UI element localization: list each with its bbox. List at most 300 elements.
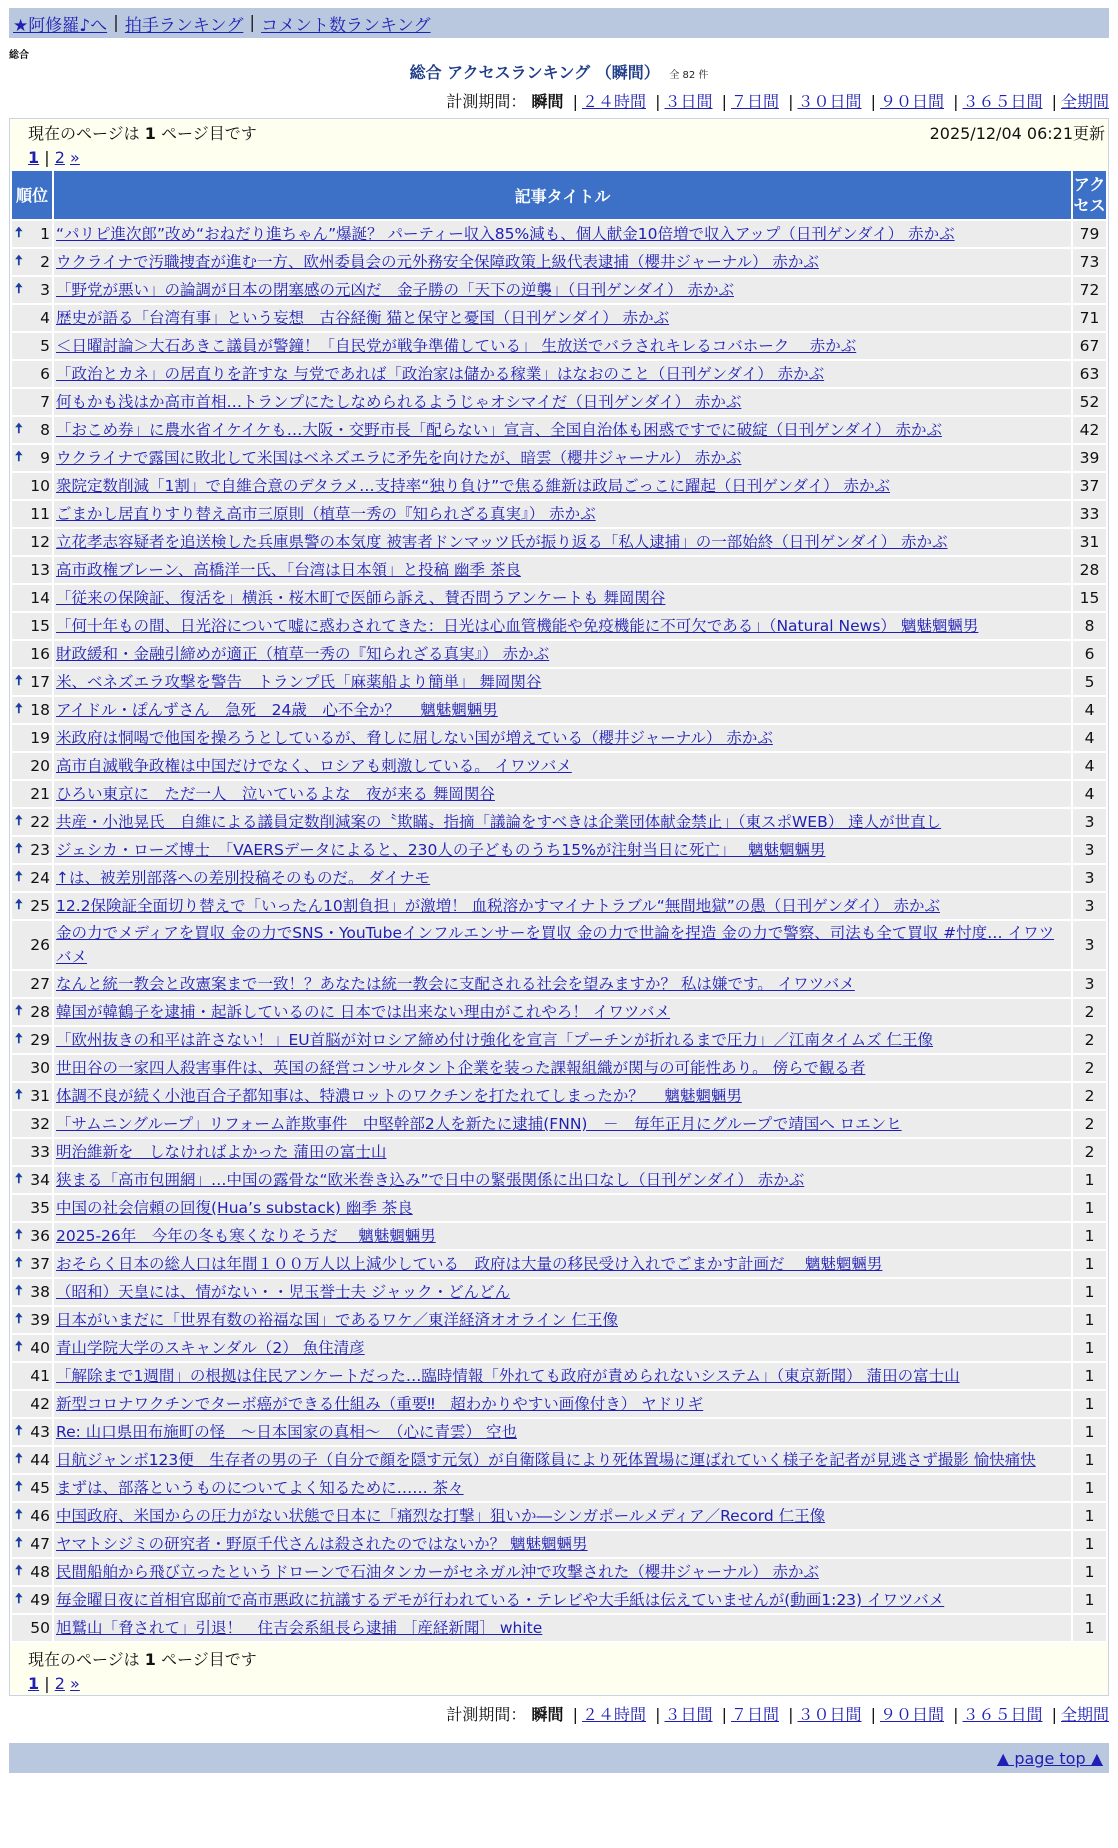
- page-top-link[interactable]: ▲ page top ▲: [996, 1749, 1103, 1768]
- rank-cell: [12, 1111, 52, 1137]
- table-row: [12, 501, 1106, 527]
- table-row: [12, 277, 1106, 303]
- period-7d-link[interactable]: ７日間: [730, 1705, 779, 1724]
- rank-number: 50: [30, 1619, 50, 1637]
- title-cell: [54, 1531, 1071, 1557]
- article-title-link[interactable]: 狭まる「高市包囲網」…中国の露骨な“欧米巻き込み”で日中の緊張関係に出口なし（日刊ゲンダイ） 赤かぶ: [56, 1171, 805, 1189]
- current-page-text: 現在のページは 1 ページ目です: [28, 1650, 257, 1669]
- access-count-cell: 31: [1073, 529, 1106, 555]
- table-row: [12, 697, 1106, 723]
- access-count-cell: 1: [1073, 1307, 1106, 1333]
- updated-timestamp: 2025/12/04 06:21更新: [929, 124, 1105, 143]
- title-cell: [54, 1559, 1071, 1585]
- article-title-link[interactable]: 民間船舶から飛び立ったというドローンで石油タンカーがセネガル沖で攻撃された（櫻井ジャーナル） 赤かぶ: [56, 1563, 820, 1581]
- period-365d-link[interactable]: ３６５日間: [962, 92, 1043, 111]
- title-cell: [54, 1195, 1071, 1221]
- rank-cell: [12, 1531, 52, 1557]
- rank-number: 40: [30, 1339, 50, 1357]
- article-title-link[interactable]: アイドル・ぽんずさん 急死 24歳 心不全か？ 魑魅魍魎男: [56, 701, 498, 719]
- rank-number: 6: [40, 365, 50, 383]
- period-3d-link[interactable]: ３日間: [664, 1705, 713, 1724]
- nav-separator: |: [249, 13, 256, 33]
- period-30d-link[interactable]: ３０日間: [797, 92, 862, 111]
- access-count-cell: 42: [1073, 417, 1106, 443]
- rank-cell: [12, 971, 52, 997]
- period-prefix: 計測期間：: [446, 1705, 527, 1724]
- article-title-link[interactable]: 「野党が悪い」の論調が日本の閉塞感の元凶だ 金子勝の「天下の逆襲」（日刊ゲンダイ） 赤かぶ: [56, 281, 734, 299]
- rank-number: 48: [30, 1563, 50, 1581]
- article-title-link[interactable]: 「従来の保険証、復活を」横浜・桜木町で医師ら訴え、賛否問うアンケートも 舞岡関谷: [56, 589, 666, 607]
- access-count-cell: 37: [1073, 473, 1106, 499]
- table-row: [12, 669, 1106, 695]
- access-count-cell: 2: [1073, 1055, 1106, 1081]
- article-title-link[interactable]: おそらく日本の総人口は年間１００万人以上減少している 政府は大量の移民受け入れでごまかす計画だ 魑魅魍魎男: [56, 1255, 883, 1273]
- rank-number: 42: [30, 1395, 50, 1413]
- article-title-link[interactable]: ひろい東京に ただ一人 泣いているよな 夜が来る 舞岡関谷: [56, 785, 495, 803]
- rank-number: 17: [30, 673, 50, 691]
- article-title-link[interactable]: 中国の社会信頼の回復(Hua’s substack) 幽季 茶良: [56, 1199, 413, 1217]
- rank-cell: [12, 697, 52, 723]
- title-cell: [54, 613, 1071, 639]
- next-page-link[interactable]: »: [70, 1674, 80, 1693]
- access-count-cell: 1: [1073, 1559, 1106, 1585]
- title-cell: [54, 1111, 1071, 1137]
- access-count-cell: 6: [1073, 641, 1106, 667]
- article-title-link[interactable]: 何もかも浅はか高市首相…トランプにたしなめられるようじゃオシマイだ（日刊ゲンダイ） 赤かぶ: [56, 393, 742, 411]
- rank-cell: [12, 305, 52, 331]
- article-title-link[interactable]: 中国政府、米国からの圧力がない状態で日本に「痛烈な打撃」狙いか―シンガポールメディア／Record 仁王像: [56, 1507, 826, 1525]
- title-column-header: 記事タイトル: [54, 171, 1071, 219]
- title-cell: [54, 1279, 1071, 1305]
- title-cell: [54, 1363, 1071, 1389]
- title-cell: [54, 837, 1071, 863]
- pagination-top: 1 | 2 »: [28, 148, 80, 167]
- access-count-cell: 1: [1073, 1447, 1106, 1473]
- article-title-link[interactable]: 日航ジャンボ123便 生存者の男の子（自分で顔を隠す元気）が自衛隊員により死体置場に運ばれていく様子を記者が見逃さず撮影 愉快痛快: [56, 1451, 1036, 1469]
- rank-cell: [12, 473, 52, 499]
- table-row: [12, 781, 1106, 807]
- title-cell: [54, 1335, 1071, 1361]
- title-cell: [54, 865, 1071, 891]
- access-count-cell: 1: [1073, 1335, 1106, 1361]
- ranking-title: 総合 アクセスランキング （瞬間）: [409, 63, 660, 82]
- table-row: [12, 333, 1106, 359]
- rank-cell: [12, 1475, 52, 1501]
- rank-cell: [12, 725, 52, 751]
- rank-cell: [12, 837, 52, 863]
- table-row: [12, 249, 1106, 275]
- article-title-link[interactable]: 共産・小池晃氏 自維による議員定数削減案の〝欺瞞〟指摘「議論をすべきは企業団体献金禁止」（東スポWEB） 達人が世直し: [56, 813, 942, 831]
- rank-up-arrow-icon: 🠅: [15, 1591, 23, 1607]
- rank-number: 46: [30, 1507, 50, 1525]
- rank-number: 47: [30, 1535, 50, 1553]
- table-row: [12, 1279, 1106, 1305]
- title-cell: [54, 1447, 1071, 1473]
- article-title-link[interactable]: ↑は、被差別部落への差別投稿そのものだ。 ダイナモ: [56, 869, 431, 887]
- table-row: [12, 725, 1106, 751]
- rank-number: 16: [30, 645, 50, 663]
- rank-up-arrow-icon: 🠅: [15, 1171, 23, 1187]
- table-row: [12, 1391, 1106, 1417]
- title-cell: [54, 305, 1071, 331]
- rank-number: 33: [30, 1143, 50, 1161]
- page-info-top: [10, 119, 1108, 144]
- access-count-cell: 2: [1073, 1111, 1106, 1137]
- rank-number: 1: [40, 225, 50, 243]
- title-cell: [54, 781, 1071, 807]
- access-count-cell: 3: [1073, 837, 1106, 863]
- access-count-cell: 3: [1073, 809, 1106, 835]
- period-current: 瞬間: [531, 92, 564, 111]
- title-cell: [54, 249, 1071, 275]
- table-row: [12, 1083, 1106, 1109]
- access-count-cell: 3: [1073, 865, 1106, 891]
- table-row: [12, 1363, 1106, 1389]
- rank-up-arrow-icon: 🠅: [15, 449, 23, 465]
- access-count-cell: 1: [1073, 1615, 1106, 1641]
- rank-number: 27: [30, 975, 50, 993]
- table-row: [12, 1251, 1106, 1277]
- title-cell: [54, 893, 1071, 919]
- table-row: [12, 529, 1106, 555]
- rank-cell: [12, 389, 52, 415]
- title-cell: [54, 221, 1071, 247]
- rank-number: 28: [30, 1003, 50, 1021]
- rank-column-header: 順位: [12, 171, 52, 219]
- asyura-home-link[interactable]: ★阿修羅♪へ: [13, 15, 108, 36]
- table-row: [12, 999, 1106, 1025]
- title-cell: [54, 725, 1071, 751]
- next-page-link[interactable]: »: [70, 148, 80, 167]
- article-title-link[interactable]: 旭鷲山「脅されて」引退！ 住吉会系組長ら逮捕 ［産経新聞］ white: [56, 1619, 543, 1637]
- rank-cell: [12, 221, 52, 247]
- rank-number: 36: [30, 1227, 50, 1245]
- access-count-cell: 1: [1073, 1419, 1106, 1445]
- rank-number: 44: [30, 1451, 50, 1469]
- title-cell: [54, 809, 1071, 835]
- rank-up-arrow-icon: 🠅: [15, 1031, 23, 1047]
- table-row: [12, 1139, 1106, 1165]
- period-90d-link[interactable]: ９０日間: [879, 92, 944, 111]
- title-cell: [54, 529, 1071, 555]
- article-title-link[interactable]: Re: 山口県田布施町の怪 ～日本国家の真相～ （心に青雲） 空也: [56, 1423, 517, 1441]
- article-title-link[interactable]: 韓国が韓鶴子を逮捕・起訴しているのに 日本では出来ない理由がこれやろ！ イワツバメ: [56, 1003, 671, 1021]
- table-row: [12, 1055, 1106, 1081]
- access-column-header: アクセス: [1073, 171, 1106, 219]
- rank-number: 23: [30, 841, 50, 859]
- title-cell: [54, 557, 1071, 583]
- access-count-cell: 1: [1073, 1475, 1106, 1501]
- rank-up-arrow-icon: 🠅: [15, 1563, 23, 1579]
- rank-number: 31: [30, 1087, 50, 1105]
- title-cell: [54, 1475, 1071, 1501]
- rank-cell: [12, 1363, 52, 1389]
- article-title-link[interactable]: 青山学院大学のスキャンダル（2） 魚住清彦: [56, 1339, 365, 1357]
- rank-number: 11: [30, 505, 50, 523]
- rank-cell: [12, 1447, 52, 1473]
- title-cell: [54, 1083, 1071, 1109]
- rank-cell: [12, 1391, 52, 1417]
- article-title-link[interactable]: 「欧州抜きの和平は許さない！」EU首脳が対ロシア締め付け強化を宣言「プーチンが折れるまで圧力」／江南タイムズ 仁王像: [56, 1031, 934, 1049]
- applause-ranking-link[interactable]: 拍手ランキング: [124, 15, 244, 36]
- rank-up-arrow-icon: 🠅: [15, 1535, 23, 1551]
- access-count-cell: 2: [1073, 1027, 1106, 1053]
- table-row: [12, 1335, 1106, 1361]
- title-cell: [54, 641, 1071, 667]
- table-row: [12, 1419, 1106, 1445]
- table-row: [12, 1027, 1106, 1053]
- rank-cell: [12, 1223, 52, 1249]
- table-row: [12, 361, 1106, 387]
- pagination-bottom: 1 | 2 »: [28, 1674, 80, 1693]
- rank-cell: [12, 529, 52, 555]
- table-row: [12, 1531, 1106, 1557]
- period-90d-link[interactable]: ９０日間: [879, 1705, 944, 1724]
- article-title-link[interactable]: “パリピ進次郎”改め“おねだり進ちゃん”爆誕？ パーティー収入85%減も、個人献金10倍増で収入アップ（日刊ゲンダイ） 赤かぶ: [56, 225, 955, 243]
- rank-cell: [12, 445, 52, 471]
- rank-cell: [12, 1503, 52, 1529]
- rank-up-arrow-icon: 🠅: [15, 253, 23, 269]
- title-cell: [54, 389, 1071, 415]
- access-count-cell: 67: [1073, 333, 1106, 359]
- article-title-link[interactable]: 「政治とカネ」の居直りを許すな 与党であれば「政治家は儲かる稼業」はなおのこと（日刊ゲンダイ） 赤かぶ: [56, 365, 825, 383]
- rank-number: 21: [30, 785, 50, 803]
- article-title-link[interactable]: ウクライナで汚職捜査が進む一方、欧州委員会の元外務安全保障政策上級代表逮捕（櫻井ジャーナル） 赤かぶ: [56, 253, 819, 271]
- table-row: [12, 753, 1106, 779]
- rank-up-arrow-icon: 🠅: [15, 1255, 23, 1271]
- period-30d-link[interactable]: ３０日間: [797, 1705, 862, 1724]
- rank-cell: [12, 1307, 52, 1333]
- rank-cell: [12, 277, 52, 303]
- rank-cell: [12, 781, 52, 807]
- title-cell: [54, 753, 1071, 779]
- article-title-link[interactable]: 高市自滅戦争政権は中国だけでなく、ロシアも刺激している。 イワツバメ: [56, 757, 572, 775]
- table-row: [12, 557, 1106, 583]
- table-row: [12, 305, 1106, 331]
- title-cell: [54, 1419, 1071, 1445]
- article-title-link[interactable]: 2025-26年 今年の冬も寒くなりそうだ 魑魅魍魎男: [56, 1227, 436, 1245]
- rank-number: 15: [30, 617, 50, 635]
- period-3d-link[interactable]: ３日間: [664, 92, 713, 111]
- rank-up-arrow-icon: 🠅: [15, 1283, 23, 1299]
- article-title-link[interactable]: 財政緩和・金融引締めが適正（植草一秀の『知られざる真実』） 赤かぶ: [56, 645, 550, 663]
- article-title-link[interactable]: 「サムニングループ」リフォーム詐欺事件 中堅幹部2人を新たに逮捕(FNN) － 毎年正月にグループで靖国へ ロエンヒ: [56, 1115, 902, 1133]
- rank-up-arrow-icon: 🠅: [15, 897, 23, 913]
- access-count-cell: 1: [1073, 1391, 1106, 1417]
- article-title-link[interactable]: 日本がいまだに「世界有数の裕福な国」であるワケ／東洋経済オオライン 仁王像: [56, 1311, 618, 1329]
- title-cell: [54, 1223, 1071, 1249]
- article-title-link[interactable]: 毎金曜日夜に首相官邸前で高市悪政に抗議するデモが行われている・テレビや大手紙は伝えていませんが(動画1:23) イワツバメ: [56, 1591, 945, 1609]
- rank-up-arrow-icon: 🠅: [15, 869, 23, 885]
- article-title-link[interactable]: 衆院定数削減「1割」で自維合意のデタラメ…支持率“独り負け”で焦る維新は政局ごっこに躍起（日刊ゲンダイ） 赤かぶ: [56, 477, 891, 495]
- access-count-cell: 4: [1073, 781, 1106, 807]
- period-current: 瞬間: [531, 1705, 564, 1724]
- access-count-cell: 1: [1073, 1503, 1106, 1529]
- rank-up-arrow-icon: 🠅: [15, 281, 23, 297]
- table-row: [12, 1475, 1106, 1501]
- article-title-link[interactable]: 新型コロナワクチンでターボ癌ができる仕組み（重要‼ 超わかりやすい画像付き） ヤドリギ: [56, 1395, 704, 1413]
- access-count-cell: 72: [1073, 277, 1106, 303]
- table-row: [12, 585, 1106, 611]
- rank-cell: [12, 1055, 52, 1081]
- access-count-cell: 8: [1073, 613, 1106, 639]
- table-row: [12, 1167, 1106, 1193]
- rank-number: 8: [40, 421, 50, 439]
- rank-number: 5: [40, 337, 50, 355]
- rank-number: 19: [30, 729, 50, 747]
- rank-cell: [12, 999, 52, 1025]
- rank-number: 29: [30, 1031, 50, 1049]
- article-title-link[interactable]: 高市政権ブレーン、高橋洋一氏、「台湾は日本領」と投稿 幽季 茶良: [56, 561, 521, 579]
- table-row: [12, 613, 1106, 639]
- table-row: [12, 473, 1106, 499]
- rank-up-arrow-icon: 🠅: [15, 1479, 23, 1495]
- article-title-link[interactable]: （昭和）天皇には、情がない・・児玉誉士夫 ジャック・どんどん: [56, 1283, 511, 1301]
- rank-up-arrow-icon: 🠅: [15, 1507, 23, 1523]
- article-title-link[interactable]: ジェシカ・ローズ博士 「VAERSデータによると、230人の子どものうち15%が注射当日に死亡」 魑魅魍魎男: [56, 841, 826, 859]
- bottom-bar: [9, 1743, 1109, 1773]
- article-title-link[interactable]: 明治維新を しなければよかった 蒲田の富士山: [56, 1143, 387, 1161]
- rank-cell: [12, 1615, 52, 1641]
- title-cell: [54, 921, 1071, 969]
- period-365d-link[interactable]: ３６５日間: [962, 1705, 1043, 1724]
- rank-up-arrow-icon: 🠅: [15, 1227, 23, 1243]
- rank-cell: [12, 333, 52, 359]
- article-title-link[interactable]: ごまかし居直りすり替え高市三原則（植草一秀の『知られざる真実』） 赤かぶ: [56, 505, 596, 523]
- page-1-link[interactable]: 1: [28, 148, 40, 167]
- rank-cell: [12, 641, 52, 667]
- article-title-link[interactable]: 金の力でメディアを買収 金の力でSNS・YouTubeインフルエンサーを買収 金の力で世論を捏造 金の力で警察、司法も全て買収 #忖度… イワツバメ: [56, 924, 1055, 966]
- table-row: [12, 837, 1106, 863]
- nav-separator: |: [113, 13, 119, 33]
- ranking-pane: [9, 118, 1109, 1696]
- period-24h-link[interactable]: ２４時間: [581, 92, 646, 111]
- table-row: [12, 417, 1106, 443]
- period-all-link[interactable]: 全期間: [1060, 92, 1109, 111]
- access-count-cell: 5: [1073, 669, 1106, 695]
- rank-number: 4: [40, 309, 50, 327]
- article-title-link[interactable]: ヤマトシジミの研究者・野原千代さんは殺されたのではないか？ 魑魅魍魎男: [56, 1535, 588, 1553]
- period-prefix: 計測期間：: [446, 92, 527, 111]
- article-title-link[interactable]: 「おこめ券」に農水省イケイケも…大阪・交野市長「配らない」宣言、全国自治体も困惑ですでに破綻（日刊ゲンダイ） 赤かぶ: [56, 421, 942, 439]
- access-count-cell: 33: [1073, 501, 1106, 527]
- article-title-link[interactable]: 米、ベネズエラ攻撃を警告 トランプ氏「麻薬船より簡単」 舞岡関谷: [56, 673, 542, 691]
- page-2-link[interactable]: 2: [54, 1674, 65, 1693]
- rank-number: 39: [30, 1311, 50, 1329]
- rank-number: 25: [30, 897, 50, 915]
- rank-number: 14: [30, 589, 50, 607]
- table-row: [12, 1559, 1106, 1585]
- rank-up-arrow-icon: 🠅: [15, 841, 23, 857]
- rank-number: 2: [40, 253, 50, 271]
- article-title-link[interactable]: 「解除まで1週間」の根拠は住民アンケートだった…臨時情報「外れても政府が責められないシステム」（東京新聞） 蒲田の富士山: [56, 1367, 960, 1385]
- article-title-link[interactable]: 歴史が語る「台湾有事」という妄想 古谷経衡 猫と保守と憂国（日刊ゲンダイ） 赤かぶ: [56, 309, 670, 327]
- table-row: [12, 641, 1106, 667]
- rank-up-arrow-icon: 🠅: [15, 421, 23, 437]
- access-count-cell: 2: [1073, 1083, 1106, 1109]
- table-row: [12, 921, 1106, 969]
- rank-number: 49: [30, 1591, 50, 1609]
- rank-number: 9: [40, 449, 50, 467]
- period-selector-top: 計測期間： 瞬間 | ２４時間 | ３日間 | ７日間 | ３０日間 | ９０日間 | ３６５日間 | 全期間: [446, 92, 1109, 111]
- access-count-cell: 71: [1073, 305, 1106, 331]
- rank-cell: [12, 585, 52, 611]
- article-title-link[interactable]: 立花孝志容疑者を追送検した兵庫県警の本気度 被害者ドンマッツ氏が振り返る「私人逮捕」の一部始終（日刊ゲンダイ） 赤かぶ: [56, 533, 948, 551]
- access-count-cell: 1: [1073, 1363, 1106, 1389]
- rank-cell: [12, 921, 52, 969]
- table-header-row: [12, 171, 1106, 219]
- article-title-link[interactable]: 12.2保険証全面切り替えで「いったん10割負担」が激増！ 血税溶かすマイナトラブル“無間地獄”の愚（日刊ゲンダイ） 赤かぶ: [56, 897, 940, 915]
- access-count-cell: 4: [1073, 697, 1106, 723]
- rank-number: 12: [30, 533, 50, 551]
- access-count-cell: 1: [1073, 1531, 1106, 1557]
- access-count-cell: 1: [1073, 1195, 1106, 1221]
- period-24h-link[interactable]: ２４時間: [581, 1705, 646, 1724]
- access-count-cell: 79: [1073, 221, 1106, 247]
- article-title-link[interactable]: 世田谷の一家四人殺害事件は、英国の経営コンサルタント企業を装った課報組織が関与の可能性あり。 傍らで観る者: [56, 1059, 866, 1077]
- access-count-cell: 63: [1073, 361, 1106, 387]
- article-title-link[interactable]: ＜日曜討論＞大石あきこ議員が警鐘！「自民党が戦争準備している」 生放送でバラされキレるコバホーク 赤かぶ: [56, 337, 857, 355]
- table-row: [12, 445, 1106, 471]
- rank-up-arrow-icon: 🠅: [15, 813, 23, 829]
- category-label: 総合: [9, 50, 29, 61]
- title-cell: [54, 361, 1071, 387]
- title-cell: [54, 999, 1071, 1025]
- rank-cell: [12, 893, 52, 919]
- article-title-link[interactable]: なんと統一教会と改憲案まで一致！？あなたは統一教会に支配される社会を望みますか？ 私は嫌です。 イワツバメ: [56, 975, 855, 993]
- article-title-link[interactable]: 体調不良が続く小池百合子都知事は、特濃ロットのワクチンを打たれてしまったか？ 魑魅魍魎男: [56, 1087, 742, 1105]
- page-title: [0, 60, 1118, 83]
- rank-cell: [12, 753, 52, 779]
- rank-up-arrow-icon: 🠅: [15, 1423, 23, 1439]
- rank-number: 20: [30, 757, 50, 775]
- table-row: [12, 1615, 1106, 1641]
- table-row: [12, 1111, 1106, 1137]
- access-count-cell: 52: [1073, 389, 1106, 415]
- title-cell: [54, 1615, 1071, 1641]
- rank-number: 13: [30, 561, 50, 579]
- article-title-link[interactable]: 米政府は恫喝で他国を操ろうとしているが、脅しに屈しない国が増えている（櫻井ジャーナル） 赤かぶ: [56, 729, 773, 747]
- comment-ranking-link[interactable]: コメント数ランキング: [261, 15, 431, 36]
- title-cell: [54, 1391, 1071, 1417]
- table-row: [12, 1195, 1106, 1221]
- rank-up-arrow-icon: 🠅: [15, 701, 23, 717]
- table-row: [12, 1587, 1106, 1613]
- article-title-link[interactable]: まずは、部落というものについてよく知るために…… 茶々: [56, 1479, 464, 1497]
- access-count-cell: 1: [1073, 1223, 1106, 1249]
- article-title-link[interactable]: 「何十年もの間、日光浴について嘘に惑わされてきた：日光は心血管機能や免疫機能に不可欠である」（Natural News） 魑魅魍魎男: [56, 617, 979, 635]
- access-count-cell: 1: [1073, 1587, 1106, 1613]
- total-count: 全 82 件: [669, 70, 709, 81]
- top-nav-bar: [9, 8, 1109, 38]
- rank-cell: [12, 417, 52, 443]
- title-cell: [54, 669, 1071, 695]
- rank-up-arrow-icon: 🠅: [15, 673, 23, 689]
- page-2-link[interactable]: 2: [54, 148, 65, 167]
- rank-up-arrow-icon: 🠅: [15, 1003, 23, 1019]
- access-count-cell: 3: [1073, 921, 1106, 969]
- access-count-cell: 39: [1073, 445, 1106, 471]
- article-title-link[interactable]: ウクライナで露国に敗北して米国はベネズエラに矛先を向けたが、暗雲（櫻井ジャーナル） 赤かぶ: [56, 449, 742, 467]
- ranking-table-body: [12, 221, 1106, 1641]
- rank-number: 37: [30, 1255, 50, 1273]
- rank-cell: [12, 1195, 52, 1221]
- period-7d-link[interactable]: ７日間: [730, 92, 779, 111]
- page-1-link[interactable]: 1: [28, 1674, 40, 1693]
- period-all-link[interactable]: 全期間: [1060, 1705, 1109, 1724]
- title-cell: [54, 1307, 1071, 1333]
- page-info-bottom: [10, 1643, 1108, 1670]
